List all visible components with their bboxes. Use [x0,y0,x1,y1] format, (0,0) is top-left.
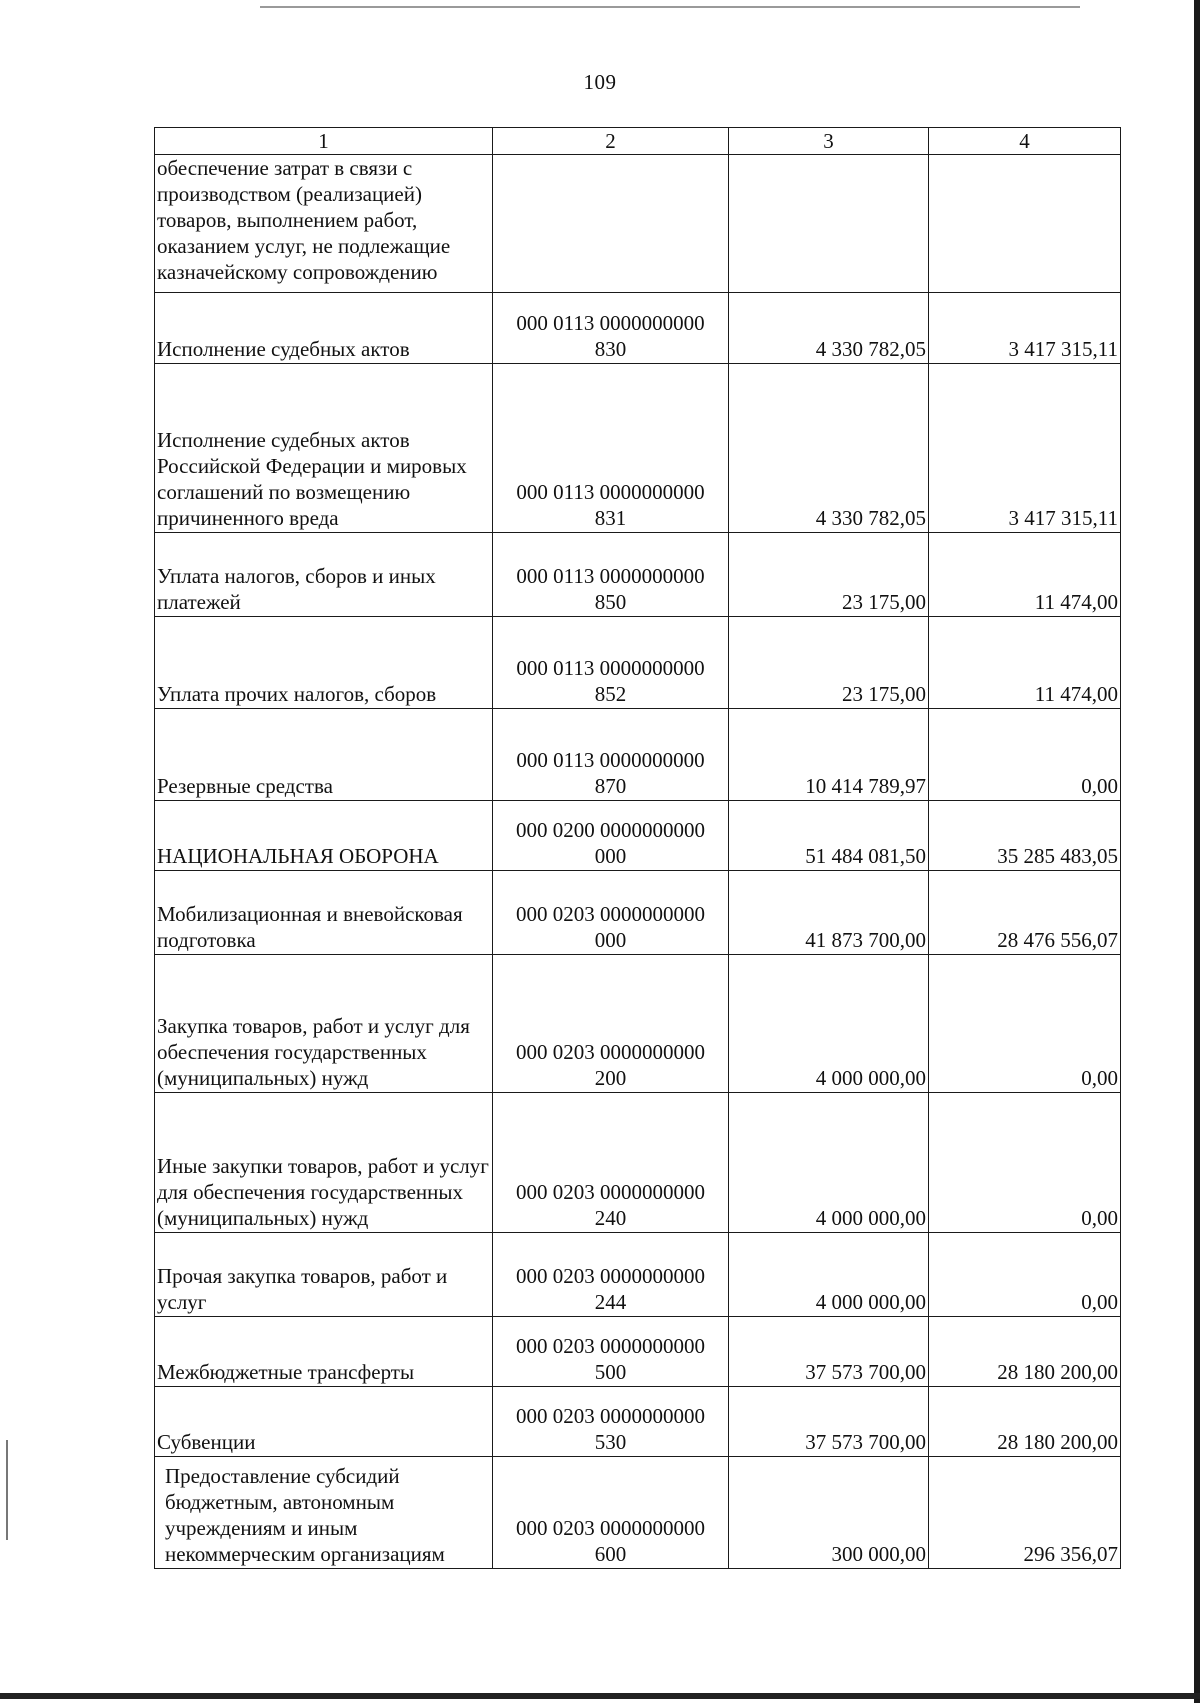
row-amount-col3: 4 000 000,00 [729,1233,929,1317]
row-code: 000 0203 0000000000 200 [493,955,729,1093]
row-name: Исполнение судебных актов Российской Федерации и мировых соглашений по возмещению причиненного вреда [155,364,493,533]
row-amount-col3: 23 175,00 [729,617,929,709]
row-name: Субвенции [155,1387,493,1457]
table-row [155,364,1121,533]
column-header-2: 2 [493,128,729,155]
row-amount-col3: 4 330 782,05 [729,293,929,364]
row-code: 000 0203 0000000000 244 [493,1233,729,1317]
row-amount-col3: 23 175,00 [729,533,929,617]
table-row [155,155,1121,293]
table-row [155,1457,1121,1569]
row-code: 000 0203 0000000000 530 [493,1387,729,1457]
row-name: Мобилизационная и вневойсковая подготовка [155,871,493,955]
row-name: Прочая закупка товаров, работ и услуг [155,1233,493,1317]
row-amount-col4: 0,00 [929,955,1121,1093]
table-row [155,709,1121,801]
scan-artifact-top-line [260,6,1080,8]
row-name: Закупка товаров, работ и услуг для обеспечения государственных (муниципальных) нужд [155,955,493,1093]
row-name: НАЦИОНАЛЬНАЯ ОБОРОНА [155,801,493,871]
row-amount-col4: 0,00 [929,709,1121,801]
row-amount-col3: 41 873 700,00 [729,871,929,955]
row-amount-col4: 35 285 483,05 [929,801,1121,871]
row-code: 000 0203 0000000000 600 [493,1457,729,1569]
row-amount-col4: 28 180 200,00 [929,1317,1121,1387]
row-amount-col3: 4 000 000,00 [729,955,929,1093]
row-amount-col3 [729,155,929,293]
row-code: 000 0203 0000000000 240 [493,1093,729,1233]
row-code [493,155,729,293]
row-name: Резервные средства [155,709,493,801]
row-amount-col3: 51 484 081,50 [729,801,929,871]
table-row [155,533,1121,617]
scan-artifact-bottom-line [0,1693,1200,1699]
row-code: 000 0200 0000000000 000 [493,801,729,871]
row-name: обеспечение затрат в связи с производством (реализацией) товаров, выполнением работ, оказанием услуг, не подлежащие казначейскому сопровождению [155,155,493,293]
row-amount-col4: 3 417 315,11 [929,364,1121,533]
row-name-text: Предоставление субсидий бюджетным, автономным учреждениям и иным некоммерческим организациям [165,1464,445,1566]
row-amount-col4 [929,155,1121,293]
scan-artifact-left-mark [6,1440,8,1540]
table-row [155,1233,1121,1317]
row-amount-col4: 3 417 315,11 [929,293,1121,364]
table-row [155,871,1121,955]
column-header-3: 3 [729,128,929,155]
row-amount-col3: 4 000 000,00 [729,1093,929,1233]
column-header-4: 4 [929,128,1121,155]
table-row [155,801,1121,871]
row-code: 000 0113 0000000000 831 [493,364,729,533]
row-amount-col4: 0,00 [929,1093,1121,1233]
row-amount-col3: 37 573 700,00 [729,1317,929,1387]
row-code: 000 0113 0000000000 870 [493,709,729,801]
table-row [155,1387,1121,1457]
row-code: 000 0113 0000000000 850 [493,533,729,617]
budget-execution-table [154,127,1121,1569]
table-row [155,1317,1121,1387]
row-amount-col3: 4 330 782,05 [729,364,929,533]
table-row [155,617,1121,709]
row-name: Межбюджетные трансферты [155,1317,493,1387]
row-amount-col4: 11 474,00 [929,533,1121,617]
page-number: 109 [583,70,617,94]
table-row [155,955,1121,1093]
row-amount-col4: 296 356,07 [929,1457,1121,1569]
table-row [155,1093,1121,1233]
row-amount-col3: 10 414 789,97 [729,709,929,801]
row-name: Исполнение судебных актов [155,293,493,364]
scan-artifact-right-edge [1194,0,1200,1703]
row-amount-col3: 37 573 700,00 [729,1387,929,1457]
table-header-row [155,128,1121,155]
row-amount-col4: 28 476 556,07 [929,871,1121,955]
row-amount-col4: 28 180 200,00 [929,1387,1121,1457]
row-name [155,1457,493,1569]
row-amount-col3: 300 000,00 [729,1457,929,1569]
row-code: 000 0113 0000000000 830 [493,293,729,364]
row-code: 000 0203 0000000000 500 [493,1317,729,1387]
row-code: 000 0113 0000000000 852 [493,617,729,709]
column-header-1: 1 [155,128,493,155]
row-amount-col4: 0,00 [929,1233,1121,1317]
table-row [155,293,1121,364]
row-name: Уплата налогов, сборов и иных платежей [155,533,493,617]
row-name: Уплата прочих налогов, сборов [155,617,493,709]
row-code: 000 0203 0000000000 000 [493,871,729,955]
row-name: Иные закупки товаров, работ и услуг для обеспечения государственных (муниципальных) нужд [155,1093,493,1233]
row-amount-col4: 11 474,00 [929,617,1121,709]
